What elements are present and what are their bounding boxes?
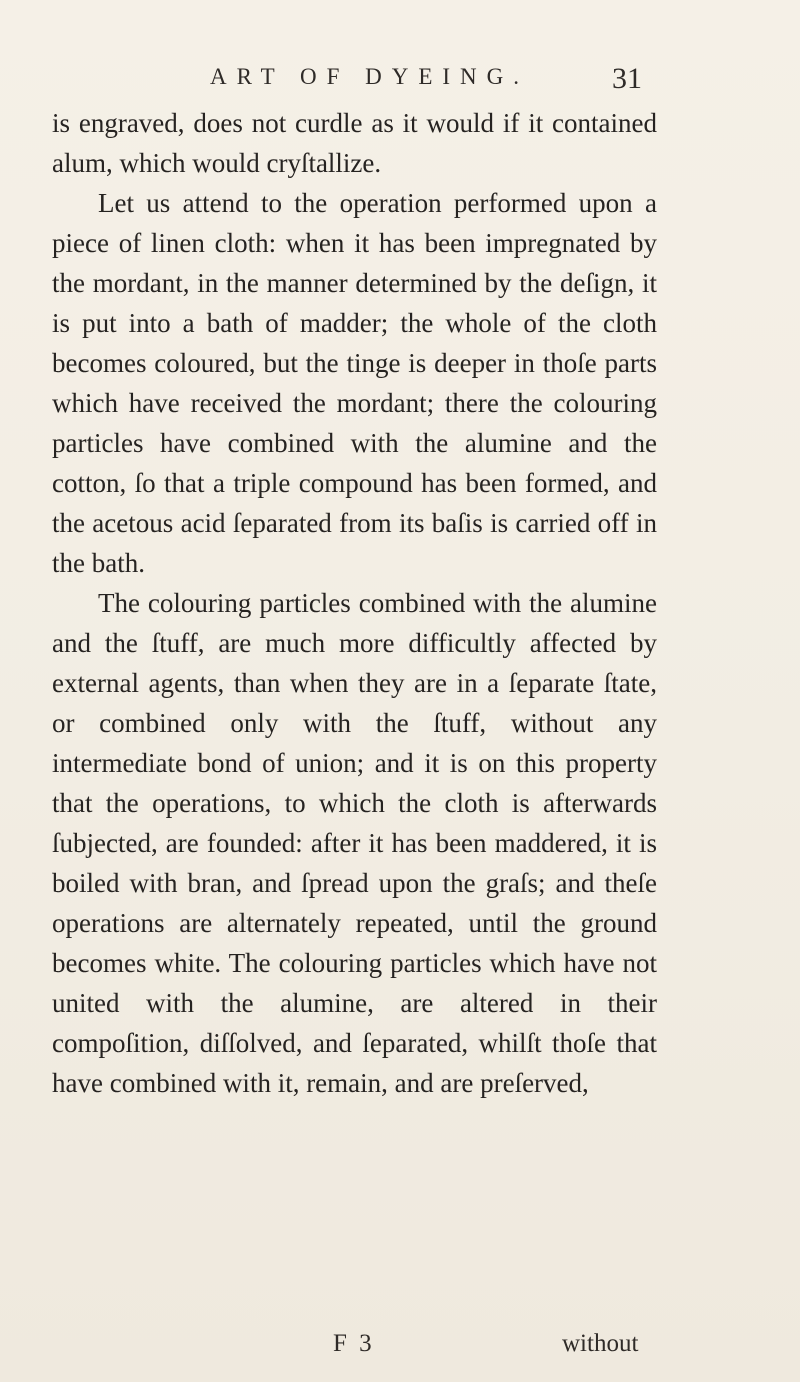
paragraph-linen-operation: Let us attend to the operation performed upon a piece of linen cloth: when it has been impregnated by the mordant, in the manner determined by the deſign, it is put into a bath of madder; the whole of the cloth becomes coloured, but the tinge is deeper in thoſe parts which have received the mordant; there the colouring particles have combined with the alumine and the cotton, ſo that a triple compound has been formed, and the acetous acid ſeparated from its baſis is carried off in the bath.: [52, 188, 657, 578]
paragraph-continuation: is engraved, does not curdle as it would if it contained alum, which would cryſtallize.: [52, 108, 657, 178]
catchword: without: [562, 1330, 639, 1357]
page-number: 31: [612, 62, 642, 95]
signature-mark: F 3: [333, 1330, 375, 1357]
page-header: [0, 58, 800, 98]
paragraph-colouring-particles: The colouring particles combined with the alumine and the ſtuff, are much more difficultly affected by external agents, than when they are in a ſeparate ſtate, or combined only with the ſtuff, without any intermediate bond of union; and it is on this property that the operations, to which the cloth is afterwards ſubjected, are founded: after it has been maddered, it is boiled with bran, and ſpread upon the graſs; and theſe operations are alternately repeated, until the ground becomes white. The colouring particles which have not united with the alumine, are altered in their compoſition, diſſolved, and ſeparated, whilſt thoſe that have combined with it, remain, and are preſerved,: [52, 588, 657, 1098]
body-text: [52, 103, 657, 1103]
running-title: ART OF DYEING.: [210, 64, 530, 89]
page-footer: [0, 1330, 800, 1370]
